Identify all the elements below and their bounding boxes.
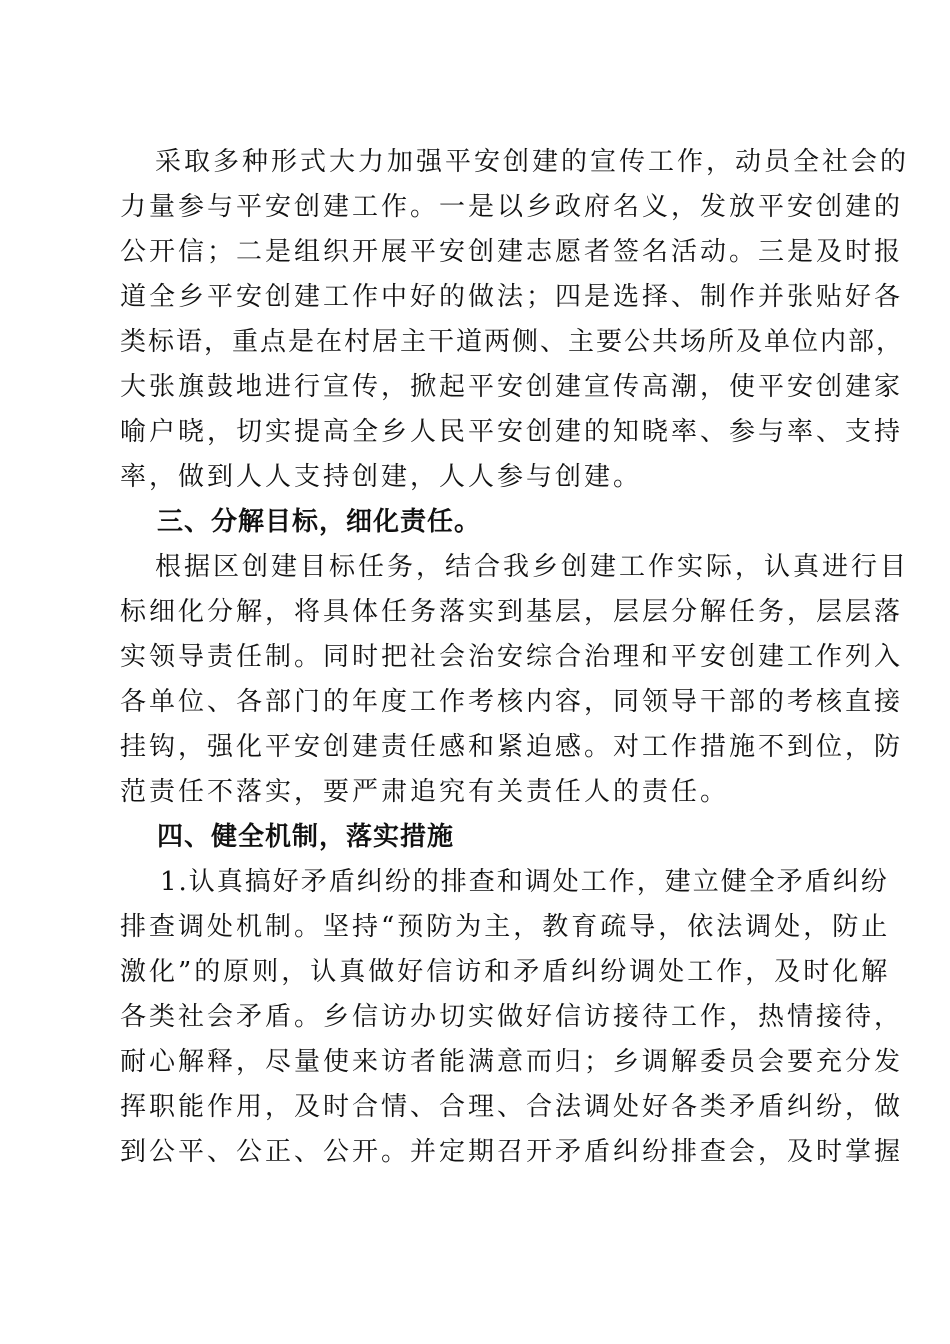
paragraph-line: 喻户晓，切实提高全乡人民平安创建的知晓率、参与率、支持 [120,417,904,447]
paragraph-line: 大张旗鼓地进行宣传，掀起平安创建宣传高潮，使平安创建家 [120,372,904,402]
paragraph-line: 各单位、各部门的年度工作考核内容，同领导干部的考核直接 [120,687,904,717]
section-heading-3: 三、分解目标，细化责任。 [157,507,482,537]
paragraph-line: 挂钩，强化平安创建责任感和紧迫感。对工作措施不到位，防 [120,732,904,762]
paragraph-line: 根据区创建目标任务，结合我乡创建工作实际，认真进行目 [155,552,910,582]
paragraph-line: 排查调处机制。坚持“预防为主，教育疏导，依法调处，防止 [120,912,891,942]
paragraph-line: 各类社会矛盾。乡信访办切实做好信访接待工作，热情接待， [120,1002,904,1032]
paragraph-line: 1.认真搞好矛盾纠纷的排查和调处工作，建立健全矛盾纠纷 [160,867,889,897]
paragraph-line: 道全乡平安创建工作中好的做法；四是选择、制作并张贴好各 [120,282,904,312]
paragraph-line: 实领导责任制。同时把社会治安综合治理和平安创建工作列入 [120,642,904,672]
paragraph-line: 采取多种形式大力加强平安创建的宣传工作，动员全社会的 [155,147,910,177]
paragraph-line: 激化”的原则，认真做好信访和矛盾纠纷调处工作，及时化解 [120,957,891,987]
paragraph-line: 到公平、公正、公开。并定期召开矛盾纠纷排查会，及时掌握 [120,1137,904,1167]
paragraph-line: 类标语，重点是在村居主干道两侧、主要公共场所及单位内部， [120,327,905,357]
paragraph-line: 公开信；二是组织开展平安创建志愿者签名活动。三是及时报 [120,237,904,267]
paragraph-line: 范责任不落实，要严肃追究有关责任人的责任。 [120,777,730,807]
paragraph-line: 力量参与平安创建工作。一是以乡政府名义，发放平安创建的 [120,192,904,222]
paragraph-line: 标细化分解，将具体任务落实到基层，层层分解任务，层层落 [120,597,904,627]
section-heading-4: 四、健全机制，落实措施 [157,822,455,852]
paragraph-line: 耐心解释，尽量使来访者能满意而归；乡调解委员会要充分发 [120,1047,904,1077]
paragraph-line: 挥职能作用，及时合情、合理、合法调处好各类矛盾纠纷，做 [120,1092,904,1122]
paragraph-line: 率，做到人人支持创建，人人参与创建。 [120,462,643,492]
